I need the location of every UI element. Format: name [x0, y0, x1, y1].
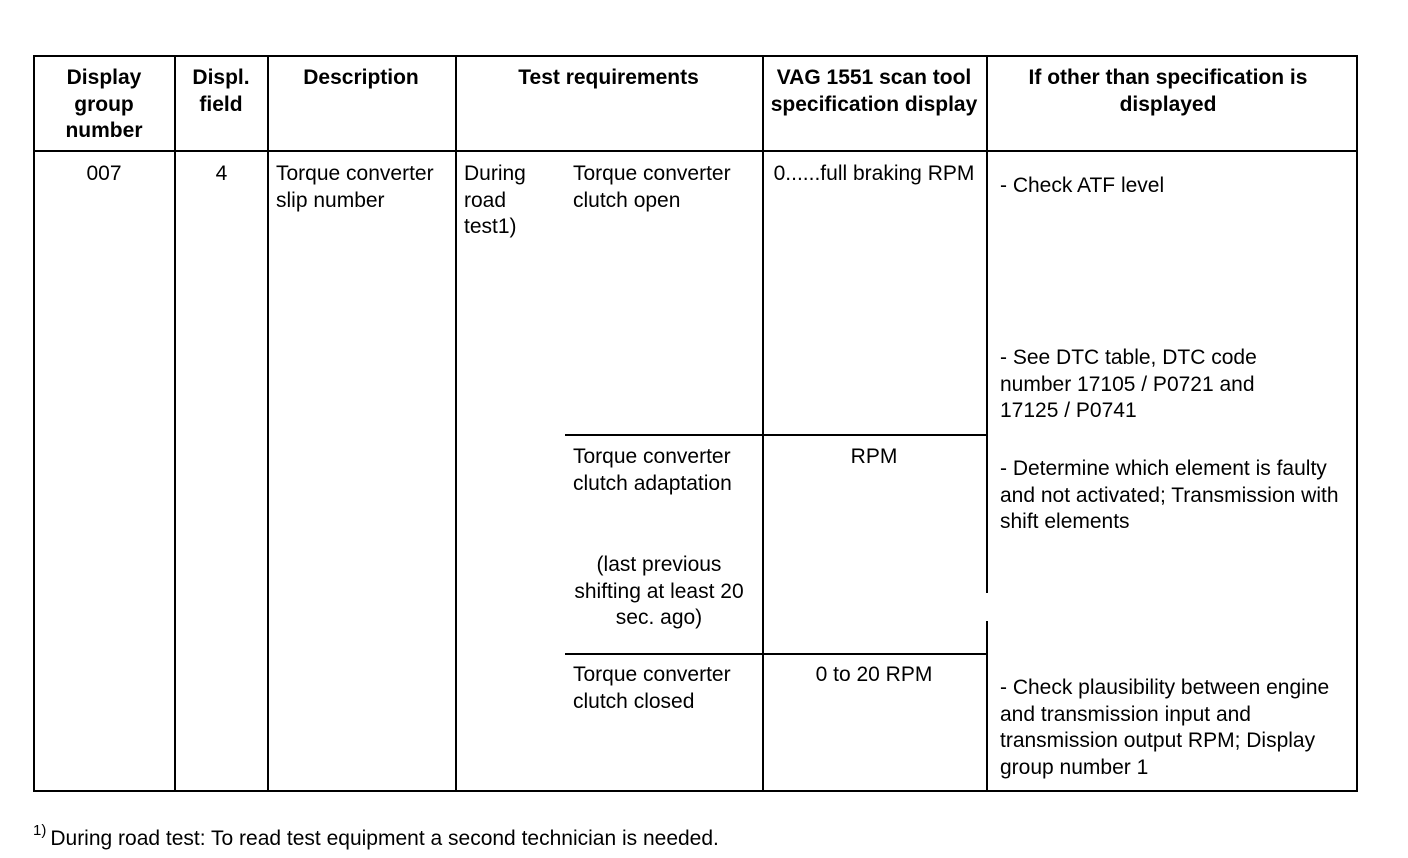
cell-action-2: - See DTC table, DTC code number 17105 / P0721 and 17125 / P0741 [1000, 346, 1257, 422]
cell-requirement-2: Torque converter clutch adaptation [573, 445, 732, 495]
cell-requirement-1: Torque converter clutch open [573, 162, 731, 212]
header-if-other: If other than specification is displayed [1028, 66, 1308, 116]
footnote-marker: 1) [33, 822, 47, 839]
col-line-2 [267, 55, 269, 792]
subrow-line-1 [565, 434, 988, 436]
col-line-1 [174, 55, 176, 792]
cell-description: Torque converter slip number [276, 162, 434, 212]
cell-action-1: - Check ATF level [1000, 174, 1165, 197]
cell-condition: During road test1) [464, 162, 526, 238]
cell-action-3: - Determine which element is faulty and not activated; Transmission with shift elements [1000, 457, 1339, 533]
col-line-3 [455, 55, 457, 792]
header-description: Description [303, 66, 419, 89]
footnote [33, 820, 719, 852]
col-line-5b [986, 621, 988, 792]
col-line-4 [762, 55, 764, 792]
cell-requirement-2-note: (last previous shifting at least 20 sec. ago) [574, 553, 744, 629]
col-line-5 [986, 55, 988, 593]
footnote-text: During road test: To read test equipment a second technician is needed. [50, 827, 719, 850]
header-displ-field: Displ. field [192, 66, 250, 116]
header-line [33, 150, 1358, 152]
header-display-group-number: Display group number [65, 66, 143, 142]
cell-action-4: - Check plausibility between engine and transmission input and transmission output RPM; Display group number 1 [1000, 676, 1330, 779]
cell-spec-3: 0 to 20 RPM [815, 663, 933, 686]
cell-requirement-3: Torque converter clutch closed [573, 663, 731, 713]
cell-spec-2: RPM [850, 445, 898, 468]
cell-field: 4 [215, 162, 228, 185]
header-scan-tool-display: VAG 1551 scan tool specification display [770, 66, 978, 116]
cell-group-number: 007 [86, 162, 122, 185]
subrow-line-2 [565, 653, 988, 655]
cell-spec-1: 0......full braking RPM [773, 162, 975, 185]
header-test-requirements: Test requirements [518, 66, 699, 89]
